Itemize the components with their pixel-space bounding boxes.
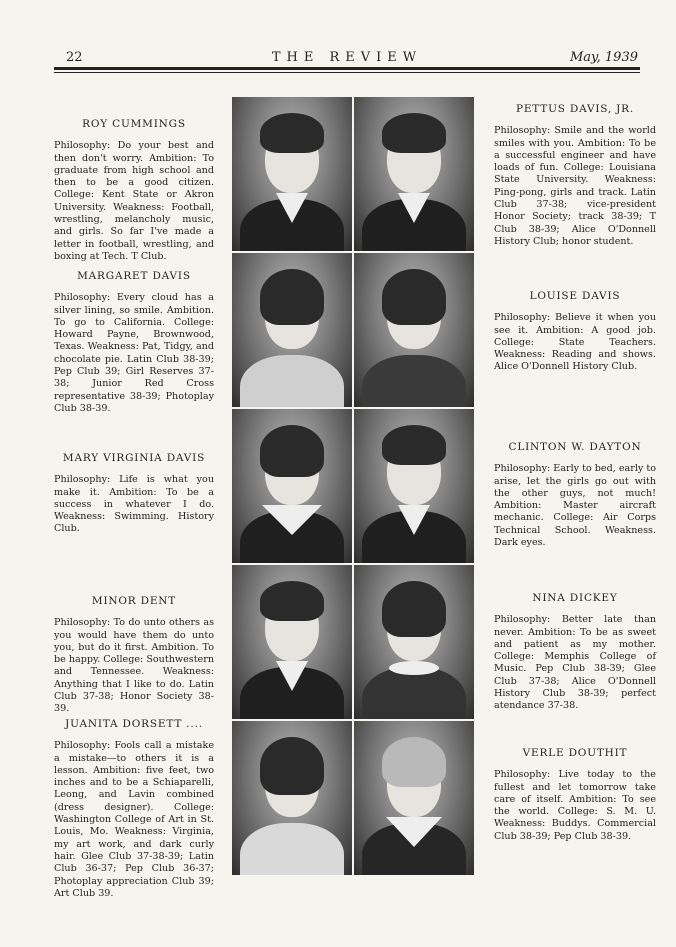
bio-minor-dent (54, 595, 214, 716)
portrait-clinton-dayton (354, 409, 474, 563)
portrait-pettus-davis-jr (354, 97, 474, 251)
student-bio: Philosophy: Do your best and then don't worry. Ambition: To graduate from high school and then to be a good citizen. College: Kent State or Akron University. Weakness: Football, wrestling, melancholy music, and girls. So far I've made a letter in football, wrestling, and boxing at Tech. T Club. (54, 140, 214, 262)
student-bio: Philosophy: Smile and the world smiles with you. Ambition: To be a successful engineer and have loads of fun. College: Louisiana State University. Weakness: Ping-pong, girls and track. Latin Club 37-38; vice-president Honor Society; track 38-39; T Club 38-39; Alice O'Donnell History Club; honor student. (494, 125, 656, 247)
student-name: PETTUS DAVIS, JR. (515, 103, 635, 115)
portrait-roy-cummings (232, 97, 352, 251)
page-number: 22 (66, 50, 83, 65)
bio-nina-dickey (494, 592, 656, 713)
bio-louise-davis (494, 290, 656, 374)
student-name: MARGARET DAVIS (77, 270, 191, 282)
portrait-margaret-davis (232, 253, 352, 407)
student-name: LOUISE DAVIS (529, 290, 621, 302)
portrait-minor-dent (232, 565, 352, 719)
bio-margaret-davis (54, 270, 214, 415)
bio-pettus-davis-jr (494, 103, 656, 248)
student-name: JUANITA DORSETT .... (65, 718, 203, 730)
header-rule-thin (54, 72, 640, 73)
portrait-verle-douthit (354, 721, 474, 875)
student-bio: Philosophy: Early to bed, early to arise, let the girls go out with the other guys, not much! Ambition: Master aircraft mechanic. College: Air Corps Technical School. Weakness. Dark eyes. (494, 463, 657, 549)
student-bio: Philosophy: Better late than never. Ambition: To be as sweet and patient as my mother. College: Memphis College of Music. Pep Club 38-39; Glee Club 37-38; Alice O'Donnell History Club 38-39; perfect atendance 37-38. (494, 614, 656, 712)
portrait-louise-davis (354, 253, 474, 407)
portrait-nina-dickey (354, 565, 474, 719)
header-rule (54, 67, 640, 70)
bio-juanita-dorsett (54, 718, 214, 900)
student-bio: Philosophy: Fools call a mistake a mistake—to others it is a lesson. Ambition: five feet, two inches and to be a Schiaparelli, Leong, and Lavin combined (dress designer). College: Washington College of Art in St. Louis, Mo. Weakness: Virginia, my art work, and dark curly hair. Glee Club 37-38-39; Latin Club 36-37; Pep Club 36-37; Photoplay appreciation Club 39; Art Club 39. (54, 740, 214, 899)
student-bio: Philosophy: To do unto others as you would have them do unto you, but do it first. Ambition. To be happy. College: Southwestern and Tennessee. Weakness: Anything that I like to do. Latin Club 37-38; Honor Society 38-39. (54, 617, 214, 715)
student-bio: Philosophy: Life is what you make it. Ambition: To be a success in whatever I do. Weakness: Swimming. History Club. (54, 474, 214, 535)
student-name: CLINTON W. DAYTON (508, 441, 642, 453)
portrait-mary-virginia-davis (232, 409, 352, 563)
student-name: VERLE DOUTHIT (522, 747, 628, 759)
student-bio: Philosophy: Live today to the fullest and let tomorrow take care of itself. Ambition: To see the world. College: S. M. U. Weakness: Buddys. Commercial Club 38-39; Pep Club 38-39. (494, 769, 656, 842)
portrait-juanita-dorsett (232, 721, 352, 875)
bio-clinton-dayton (494, 441, 656, 549)
student-name: MARY VIRGINIA DAVIS (62, 452, 206, 464)
student-name: MINOR DENT (91, 595, 177, 607)
student-name: NINA DICKEY (532, 592, 618, 604)
bio-verle-douthit (494, 747, 656, 843)
bio-roy-cummings (54, 118, 214, 263)
student-bio: Philosophy: Believe it when you see it. Ambition: A good job. College: State Teachers. Weakness: Reading and shows. Alice O'Donnell History Club. (494, 312, 656, 373)
bio-mary-virginia-davis (54, 452, 214, 536)
student-name: ROY CUMMINGS (82, 118, 186, 130)
journal-title: THE REVIEW (271, 50, 423, 65)
student-bio: Philosophy: Every cloud has a silver lining, so smile. Ambition. To go to California. College: Howard Payne, Brownwood, Texas. Weakness: Pat, Tidgy, and chocolate pie. Latin Club 38-39; Pep Club 39; Girl Reserves 37-38; Junior Red Cross representative 38-39; Photoplay Club 38-39. (54, 292, 214, 414)
issue-date: May, 1939 (569, 50, 638, 65)
